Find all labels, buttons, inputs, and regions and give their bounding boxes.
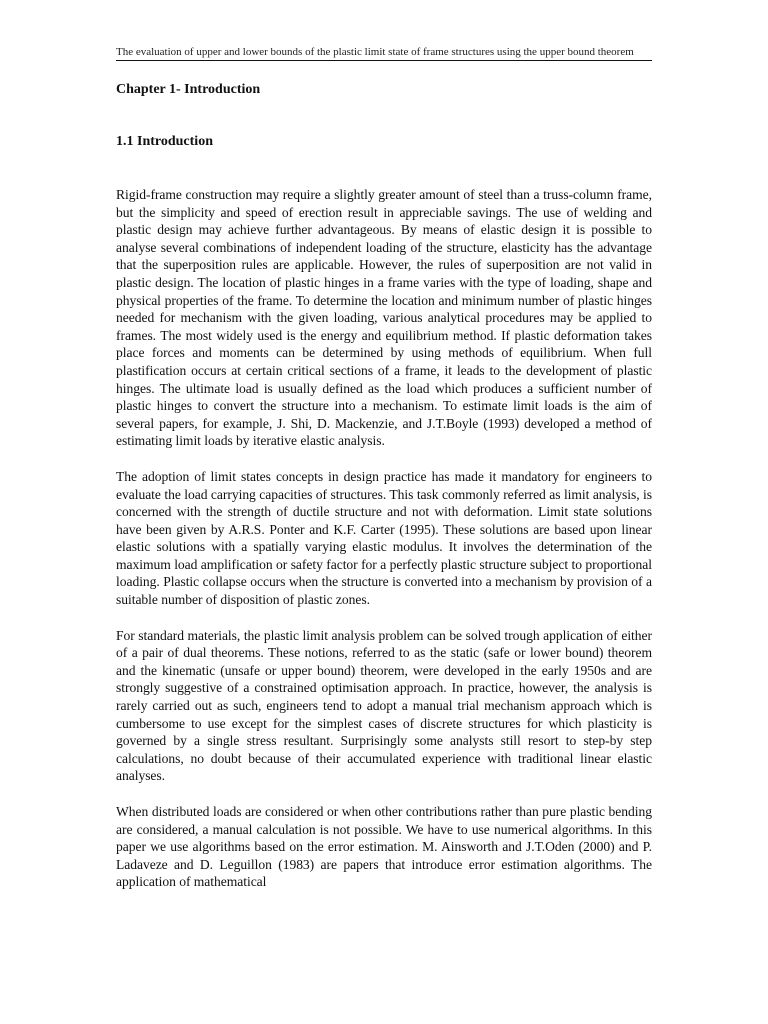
body-text xyxy=(116,186,652,891)
running-header: The evaluation of upper and lower bounds of the plastic limit state of frame structures using the upper bound theorem xyxy=(116,46,652,61)
paragraph: When distributed loads are considered or when other contributions rather than pure plastic bending are considered, a manual calculation is not possible. We have to use numerical algorithms. In this paper we use algorithms based on the error estimation. M. Ainsworth and J.T.Oden (2000) and P. Ladaveze and D. Leguillon (1983) are papers that introduce error estimation algorithms. The application of mathematical xyxy=(116,804,652,890)
document-page xyxy=(116,0,652,909)
paragraph: For standard materials, the plastic limit analysis problem can be solved trough application of either of a pair of dual theorems. These notions, referred to as the static (safe or lower bound) theorem and the kinematic (unsafe or upper bound) theorem, were developed in the early 1950s and are strongly suggestive of a constrained optimisation approach. In practice, however, the analysis is rarely carried out as such, engineers tend to adopt a manual trial mechanism approach which is cumbersome to use except for the simplest cases of discrete structures for which plasticity is governed by a single stress resultant. Surprisingly some analysts still resort to step-by step calculations, no doubt because of their accumulated experience with traditional linear elastic analyses. xyxy=(116,627,652,784)
paragraph: The adoption of limit states concepts in design practice has made it mandatory for engineers to evaluate the load carrying capacities of structures. This task commonly referred as limit analysis, is concerned with the strength of ductile structure and not with deformation. Limit state solutions have been given by A.R.S. Ponter and K.F. Carter (1995). These solutions are based upon linear elastic solutions with a spatially varying elastic modulus. It involves the determination of the maximum load amplification or safety factor for a perfectly plastic structure subject to proportional loading. Plastic collapse occurs when the structure is converted into a mechanism by provision of a suitable number of disposition of plastic zones. xyxy=(116,468,652,608)
section-title: 1.1 Introduction xyxy=(116,134,213,149)
paragraph: Rigid-frame construction may require a slightly greater amount of steel than a truss-column frame, but the simplicity and speed of erection result in appreciable savings. The use of welding and plastic design may achieve further advantageous. By means of elastic design it is possible to analyse several combinations of independent loading of the structure, elasticity has the advantage that the superposition rules are applicable. However, the rules of superposition are not valid in plastic design. The location of plastic hinges in a frame varies with the type of loading, shape and physical properties of the frame. To determine the location and minimum number of plastic hinges needed for mechanism with the given loading, various analytical procedures may be applied to frames. The most widely used is the energy and equilibrium method. If plastic deformation takes place forces and moments can be determined by using methods of equilibrium. When full plastification occurs at certain critical sections of a frame, it leads to the development of plastic hinges. The ultimate load is usually defined as the load which produces a sufficient number of plastic hinges to convert the structure into a mechanism. To estimate limit loads is the aim of several papers, for example, J. Shi, D. Mackenzie, and J.T.Boyle (1993) developed a method of estimating limit loads by iterative elastic analysis. xyxy=(116,187,652,449)
chapter-title: Chapter 1- Introduction xyxy=(116,82,261,97)
